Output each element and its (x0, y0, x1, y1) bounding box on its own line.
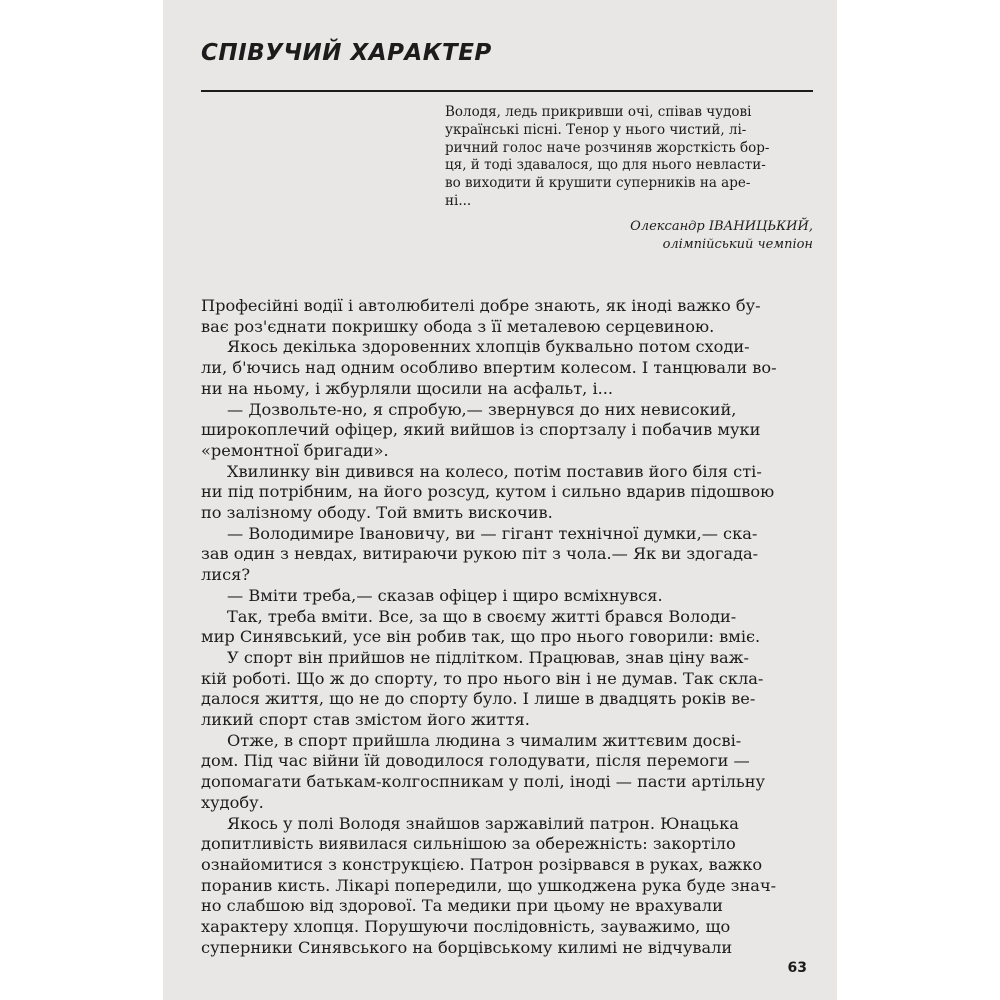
epigraph-line: українські пісні. Тенор у нього чистий, лі- (445, 121, 747, 138)
body-line: Отже, в спорт прийшла людина з чималим життєвим досві- (227, 730, 742, 750)
body-line: ознайомитися з конструкцією. Патрон розірвався в руках, важко (201, 854, 763, 874)
body-line: Якось у полі Володя знайшов заржавілий патрон. Юнацька (227, 813, 739, 833)
body-line: поранив кисть. Лікарі попередили, що ушкоджена рука буде знач- (201, 875, 777, 895)
body-line: Так, треба вміти. Все, за що в своєму житті брався Володи- (227, 606, 737, 626)
body-line: допомагати батькам-колгоспникам у полі, іноді — пасти артільну (201, 772, 766, 792)
body-line: ни на ньому, і жбурляли щосили на асфальт, і... (201, 378, 614, 398)
body-text (201, 296, 813, 959)
body-line: зав один з невдах, витираючи рукою піт з чола.— Як ви здогада- (201, 544, 759, 564)
body-line: допитливість виявилася сильнішою за обережність: закортіло (201, 834, 736, 854)
body-line: Якось декілька здоровенних хлопців буквально потом сходи- (227, 337, 750, 357)
epigraph-author: Олександр ІВАНИЦЬКИЙ, (630, 219, 813, 234)
body-line: ни під потрібним, на його розсуд, кутом і сильно вдарив підошвою (201, 482, 775, 502)
body-line: — Дозвольте-но, я спробую,— звернувся до них невисокий, (227, 399, 737, 419)
body-line: мир Синявський, усе він робив так, що про нього говорили: вміє. (201, 627, 761, 647)
body-line: худобу. (201, 792, 264, 812)
body-line: ває роз'єднати покришку обода з її металевою серцевиною. (201, 316, 715, 336)
chapter-title: СПІВУЧИЙ ХАРАКТЕР (201, 40, 492, 66)
page-number: 63 (787, 960, 807, 976)
body-line: но слабшою від здорової. Та медики при цьому не врахували (201, 896, 723, 916)
book-page (163, 0, 837, 1000)
epigraph-line: Володя, ледь прикривши очі, співав чудові (445, 104, 752, 120)
epigraph-line: ця, й тоді здавалося, що для нього невласти- (445, 157, 766, 174)
body-line: — Володимире Івановичу, ви — гігант технічної думки,— ска- (227, 523, 758, 543)
body-line: ли, б'ючись над одним особливо впертим колесом. І танцювали во- (201, 358, 777, 378)
body-line: широкоплечий офіцер, який вийшов із спортзалу і побачив муки (201, 420, 761, 440)
body-line: характеру хлопця. Порушуючи послідовність, зауважимо, що (201, 917, 731, 937)
body-line: ликий спорт став змістом його життя. (201, 710, 530, 730)
body-line: суперники Синявського на борцівському килимі не відчували (201, 937, 733, 957)
body-line: — Вміти треба,— сказав офіцер і щиро всміхнувся. (227, 585, 663, 605)
body-line: по залізному ободу. Той вмить вискочив. (201, 503, 553, 523)
epigraph-author-title: олімпійський чемпіон (662, 237, 813, 252)
body-line: лися? (201, 565, 251, 585)
body-line: «ремонтної бригади». (201, 440, 389, 460)
epigraph-line: ні... (445, 192, 472, 209)
body-line: кій роботі. Що ж до спорту, то про нього він і не думав. Так скла- (201, 668, 764, 688)
title-rule (201, 90, 813, 92)
body-line: далося життя, що не до спорту було. І лише в двадцять років ве- (201, 689, 756, 709)
body-line: У спорт він прийшов не підлітком. Працював, знав ціну важ- (227, 647, 750, 667)
body-line: Хвилинку він дивився на колесо, потім поставив його біля сті- (227, 461, 762, 481)
epigraph-line: ричний голос наче розчиняв жорсткість бор- (445, 139, 770, 156)
epigraph-line: во виходити й крушити суперників на аре- (445, 175, 751, 192)
epigraph-attribution (630, 218, 813, 254)
epigraph (445, 104, 813, 211)
body-line: дом. Під час війни їй доводилося голодувати, після перемоги — (201, 751, 750, 771)
body-line: Професійні водії і автолюбителі добре знають, як іноді важко бу- (201, 296, 761, 315)
